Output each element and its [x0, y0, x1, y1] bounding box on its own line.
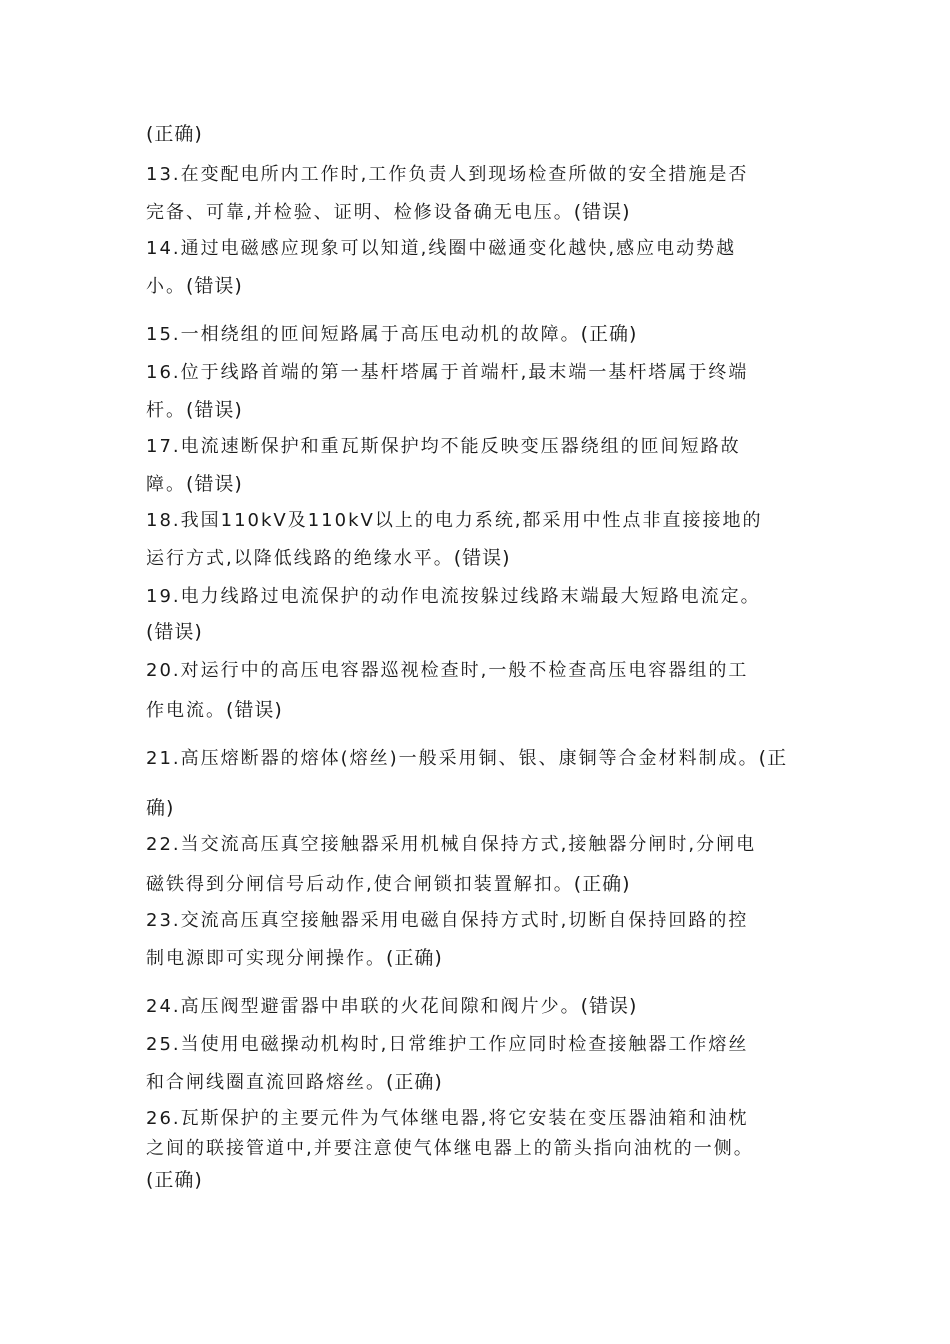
text-line [146, 546, 806, 571]
text-line [146, 162, 806, 187]
line-text: 16.位于线路首端的第一基杆塔属于首端杆,最末端一基杆塔属于终端 [146, 362, 749, 383]
answer-label: (正确) [146, 1169, 203, 1191]
answer-label: (错误) [146, 621, 203, 643]
line-text: 18.我国110kV及110kV以上的电力系统,都采用中性点非直接接地的 [146, 510, 763, 531]
text-line [146, 1136, 806, 1161]
text-line [146, 946, 806, 971]
answer-label: (正确) [573, 873, 631, 895]
line-text: 19.电力线路过电流保护的动作电流按躲过线路末端最大短路电流定。 [146, 586, 761, 607]
answer-label: (错误) [186, 275, 243, 297]
text-line [146, 872, 806, 897]
text-line [146, 1070, 806, 1095]
answer-label: (错误) [226, 699, 283, 721]
line-text: 小。 [146, 276, 186, 297]
line-text: 17.电流速断保护和重瓦斯保护均不能反映变压器绕组的匝间短路故 [146, 436, 741, 457]
line-text: 26.瓦斯保护的主要元件为气体继电器,将它安装在变压器油箱和油枕 [146, 1108, 749, 1129]
text-line [146, 658, 806, 683]
text-line [146, 620, 806, 645]
answer-label: (正确) [146, 123, 203, 145]
text-line [146, 584, 806, 609]
line-text: 23.交流高压真空接触器采用电磁自保持方式时,切断自保持回路的控 [146, 910, 749, 931]
text-line [146, 1032, 806, 1057]
text-line [146, 360, 806, 385]
line-text: 15.一相绕组的匝间短路属于高压电动机的故障。 [146, 324, 581, 345]
text-line [146, 122, 806, 147]
answer-label: 确) [146, 797, 175, 819]
text-line [146, 832, 806, 857]
text-line [146, 746, 806, 771]
text-line [146, 1106, 806, 1131]
answer-label: (正确) [386, 1071, 443, 1093]
text-line [146, 200, 806, 225]
text-line [146, 508, 806, 533]
line-text: 障。 [146, 474, 186, 495]
answer-label: (错误) [186, 473, 243, 495]
text-line [146, 994, 806, 1019]
answer-label: (正 [758, 747, 788, 769]
line-text: 完备、可靠,并检验、证明、检修设备确无电压。 [146, 202, 574, 223]
line-text: 运行方式,以降低线路的绝缘水平。 [146, 548, 454, 569]
answer-label: (错误) [580, 995, 638, 1017]
answer-label: (正确) [386, 947, 443, 969]
line-text: 25.当使用电磁操动机构时,日常维护工作应同时检查接触器工作熔丝 [146, 1034, 749, 1055]
line-text: 作电流。 [146, 700, 226, 721]
line-text: 磁铁得到分闸信号后动作,使合闸锁扣装置解扣。 [146, 874, 574, 895]
text-line [146, 398, 806, 423]
text-line [146, 698, 806, 723]
text-line [146, 908, 806, 933]
text-line [146, 274, 806, 299]
line-text: 24.高压阀型避雷器中串联的火花间隙和阀片少。 [146, 996, 581, 1017]
answer-label: (错误) [453, 547, 511, 569]
text-line [146, 434, 806, 459]
line-text: 制电源即可实现分闸操作。 [146, 948, 386, 969]
line-text: 杆。 [146, 400, 186, 421]
text-line [146, 796, 806, 821]
line-text: 21.高压熔断器的熔体(熔丝)一般采用铜、银、康铜等合金材料制成。 [146, 748, 759, 769]
answer-label: (错误) [186, 399, 243, 421]
line-text: 20.对运行中的高压电容器巡视检查时,一般不检查高压电容器组的工 [146, 660, 749, 681]
line-text: 14.通过电磁感应现象可以知道,线圈中磁通变化越快,感应电动势越 [146, 238, 737, 259]
text-line [146, 1168, 806, 1193]
text-line [146, 472, 806, 497]
line-text: 和合闸线圈直流回路熔丝。 [146, 1072, 386, 1093]
line-text: 22.当交流高压真空接触器采用机械自保持方式,接触器分闸时,分闸电 [146, 834, 757, 855]
line-text: 13.在变配电所内工作时,工作负责人到现场检查所做的安全措施是否 [146, 164, 749, 185]
answer-label: (错误) [573, 201, 631, 223]
line-text: 之间的联接管道中,并要注意使气体继电器上的箭头指向油枕的一侧。 [146, 1138, 754, 1159]
text-line [146, 236, 806, 261]
text-line [146, 322, 806, 347]
answer-label: (正确) [580, 323, 638, 345]
